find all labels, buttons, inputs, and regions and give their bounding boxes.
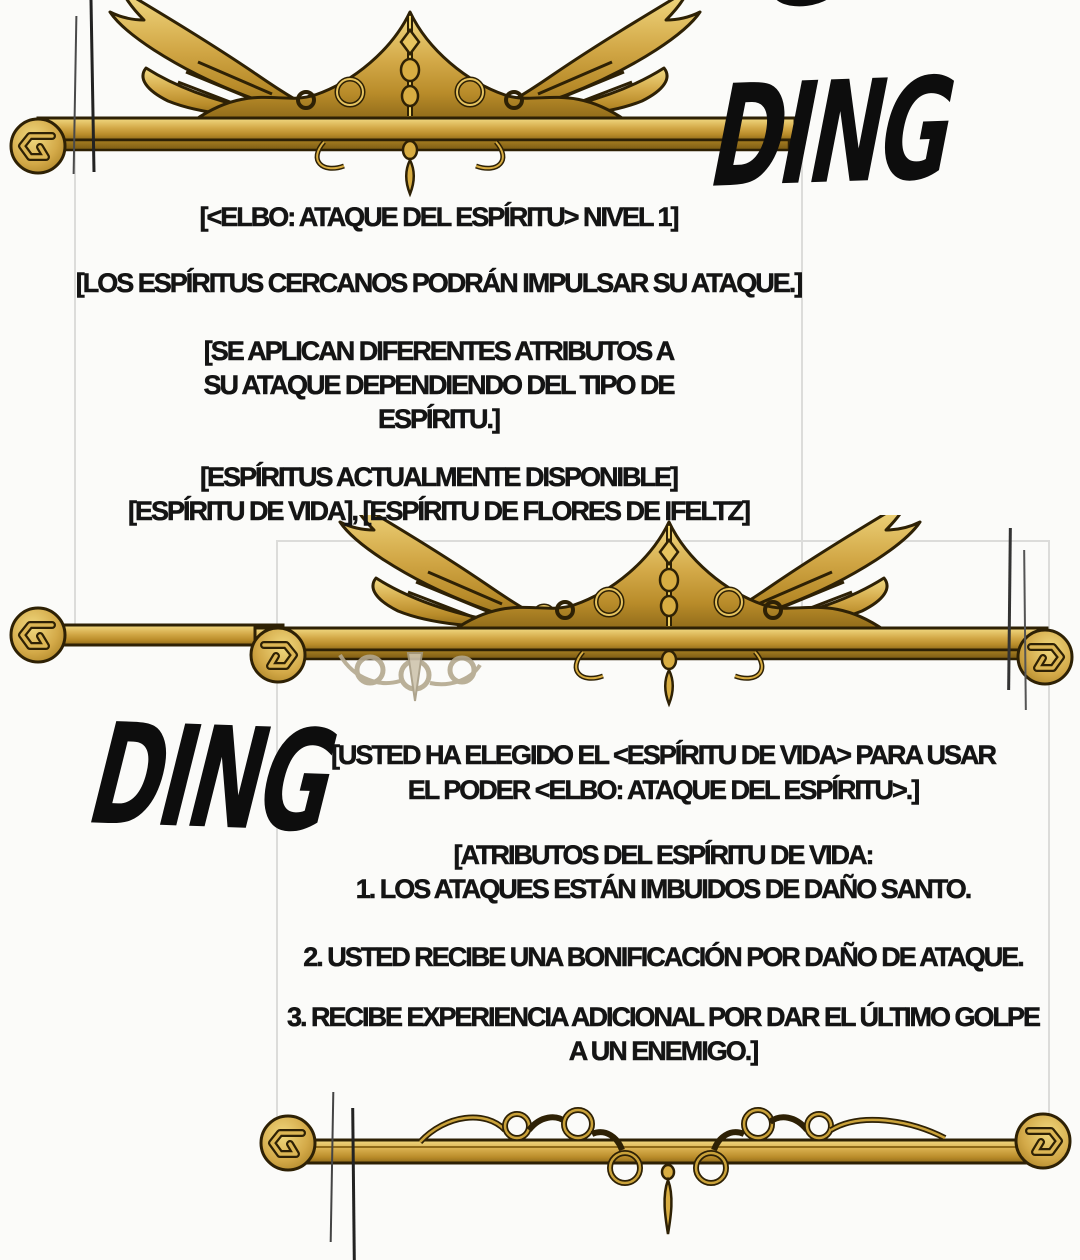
system-message-line: 1. LOS ATAQUES ESTÁN IMBUIDOS DE DAÑO SANTO. <box>355 874 971 904</box>
vine-scrolls <box>420 1110 945 1234</box>
system-message-line: ESPÍRITU.] <box>377 404 499 434</box>
system-message-line: [<ELBO: ATAQUE DEL ESPÍRITU> NIVEL 1] <box>199 202 678 232</box>
system-message-line: [SE APLICAN DIFERENTES ATRIBUTOS A <box>203 336 674 366</box>
system-message <box>276 940 1050 974</box>
bottom-golden-border <box>0 1080 1080 1260</box>
system-message <box>74 460 803 528</box>
system-message <box>276 1000 1050 1068</box>
system-message <box>74 266 803 300</box>
system-message-line: 2. USTED RECIBE UNA BONIFICACIÓN POR DAÑO DE ATAQUE. <box>303 942 1023 972</box>
sfx-ding-top: DING <box>698 47 967 221</box>
system-message-line: [ATRIBUTOS DEL ESPÍRITU DE VIDA: <box>453 840 873 870</box>
faded-gray-swirl <box>340 653 480 701</box>
system-message-line: 3. RECIBE EXPERIENCIA ADICIONAL POR DAR EL ÚLTIMO GOLPE <box>286 1002 1040 1032</box>
system-message-line: A UN ENEMIGO.] <box>568 1036 758 1066</box>
system-message-line: EL PODER <ELBO: ATAQUE DEL ESPÍRITU>.] <box>407 775 919 805</box>
middle-divider-bar <box>11 515 1072 704</box>
system-message <box>276 838 1050 906</box>
sfx-ding-left: DING <box>74 694 351 865</box>
system-message <box>74 334 803 436</box>
system-message-line: SU ATAQUE DEPENDIENDO DEL TIPO DE <box>203 370 674 400</box>
bottom-border-bar <box>261 1110 1070 1234</box>
system-message-line: [ESPÍRITUS ACTUALMENTE DISPONIBLE] <box>199 462 677 492</box>
top-border-bar <box>11 0 795 194</box>
system-message-line: [ESPÍRITU DE VIDA], [ESPÍRITU DE FLORES DE IFELTZ] <box>127 496 750 526</box>
system-message <box>74 200 803 234</box>
system-message-line: [LOS ESPÍRITUS CERCANOS PODRÁN IMPULSAR SU ATAQUE.] <box>75 268 802 298</box>
system-message <box>276 738 1050 808</box>
system-message-line: [USTED HA ELEGIDO EL <ESPÍRITU DE VIDA> PARA USAR <box>330 740 996 770</box>
